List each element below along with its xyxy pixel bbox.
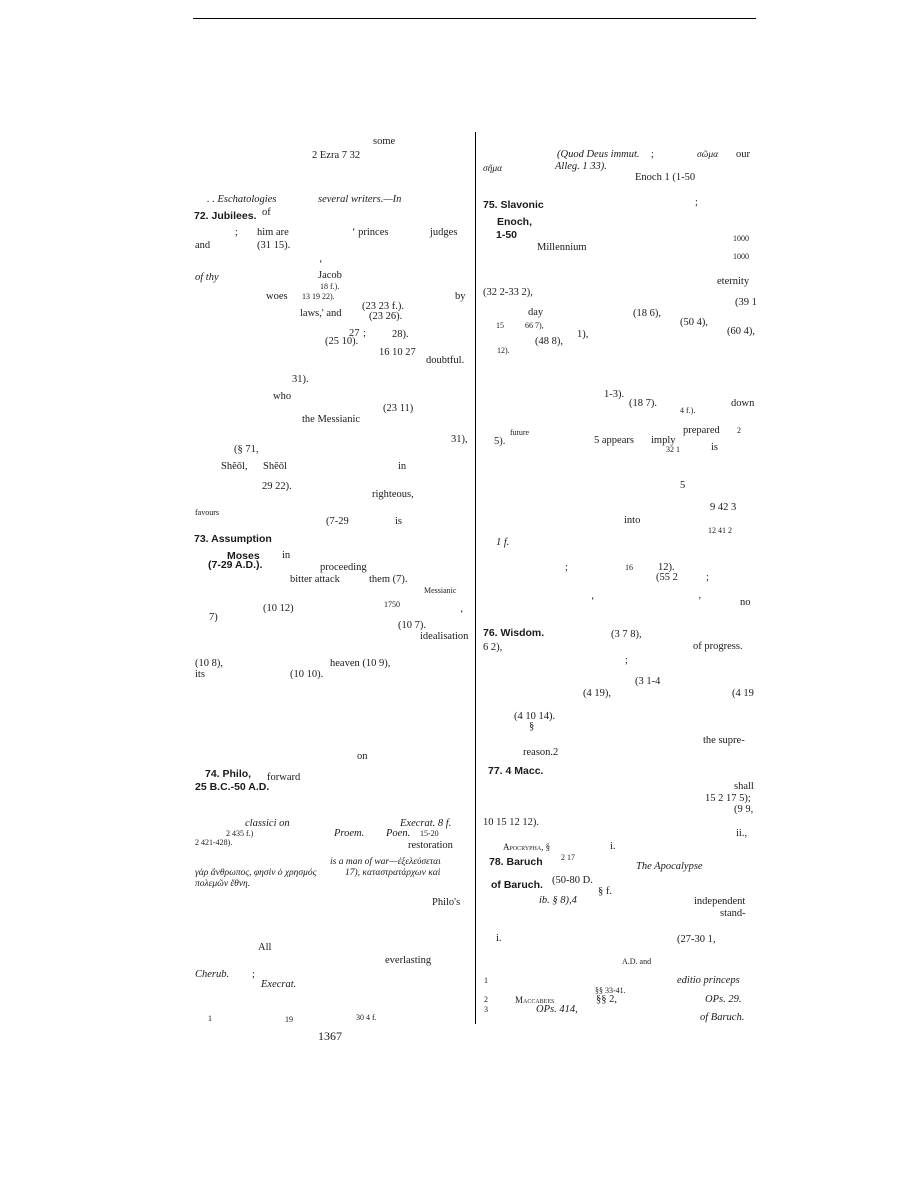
left_column-fragment: (7-29 — [326, 516, 349, 527]
left_column-fragment: of — [262, 207, 271, 218]
right_column-fragment: 4 f.). — [680, 406, 696, 415]
right_column-fragment: of Baruch. — [491, 879, 543, 891]
right_column-fragment: 12 41 2 — [708, 526, 732, 535]
right_column-fragment: ; — [625, 655, 628, 666]
right_column-fragment: Enoch 1 (1-50 — [635, 172, 696, 183]
left_column-fragment: Shĕōl, — [221, 461, 248, 472]
left_column-fragment: bitter attack — [290, 574, 340, 585]
right_column-fragment: 1 — [484, 976, 488, 985]
right_column-fragment: ii., — [736, 828, 748, 839]
right_column-fragment: no — [740, 597, 751, 608]
right_column-fragment: 66 7), — [525, 321, 544, 330]
left_column-fragment: 74. Philo, — [205, 768, 252, 780]
left_column-fragment: 28). — [392, 329, 409, 340]
left_column-fragment: 13 19 22). — [302, 292, 335, 301]
left_column-fragment: 30 4 f. — [356, 1013, 377, 1022]
right_column-fragment: day — [528, 307, 544, 318]
left_column-fragment: 73. Assumption — [194, 533, 272, 545]
right_column-fragment: 12). — [658, 562, 675, 573]
left_column-fragment: idealisation — [420, 631, 469, 642]
right_column-fragment: down — [731, 398, 755, 409]
right_column-fragment: (50-80 D. — [552, 875, 593, 886]
left_column-fragment: its — [195, 669, 205, 680]
right_column-fragment: §§ 2, — [596, 994, 617, 1005]
right_column-fragment: independent — [694, 896, 746, 907]
left_column-fragment: . . Eschatologies — [207, 194, 277, 205]
left_column-fragment: (23 23 f.). — [362, 301, 404, 312]
left_column-fragment: laws,' and — [300, 308, 342, 319]
right_column-fragment: 3 — [484, 1005, 488, 1014]
right_column-fragment: shall — [734, 781, 754, 792]
left_column-fragment: 31), — [451, 434, 468, 445]
left_column-fragment: favours — [195, 508, 219, 517]
left_column-fragment: 27 — [349, 328, 360, 339]
right_column-fragment: Alleg. 1 33). — [555, 161, 607, 172]
right_column-fragment: i. — [496, 933, 502, 944]
left_column-fragment: ‘ — [319, 259, 323, 270]
right_column-fragment: (9 9, — [734, 804, 754, 815]
right_column-fragment: into — [624, 515, 641, 526]
right_column-fragment: σῆμα — [483, 164, 503, 174]
left_column-fragment: heaven (10 9), — [330, 658, 391, 669]
right_column-fragment: 77. 4 Macc. — [488, 765, 544, 777]
left_column-fragment: (25 10). — [325, 336, 359, 347]
left_column-fragment: forward — [267, 772, 301, 783]
right_column-fragment: The Apocalypse — [636, 861, 703, 872]
right_column-fragment: 1000 — [733, 252, 749, 261]
left_column-fragment: who — [273, 391, 292, 402]
right_column-fragment: 5). — [494, 436, 506, 447]
left_column-fragment: restoration — [408, 840, 453, 851]
left_column-fragment: doubtful. — [426, 355, 465, 366]
left_column-fragment: is — [395, 516, 403, 527]
right_column-fragment: Apocrypha, § — [503, 842, 551, 852]
right_column-fragment: i. — [610, 841, 616, 852]
right_column-fragment: (50 4), — [680, 317, 708, 328]
left_column-fragment: is a man of war—ἐξελεύσεται — [330, 857, 441, 867]
right_column-fragment: is — [711, 442, 719, 453]
left_column-fragment: the Messianic — [302, 414, 361, 425]
right_column-fragment: 78. Baruch — [489, 856, 543, 868]
right_column-fragment: 6 2), — [483, 642, 503, 653]
right_column-fragment: ib. § 8),4 — [539, 895, 577, 906]
right_column-fragment: A.D. and — [622, 957, 652, 966]
right_column-fragment: (18 7). — [629, 398, 657, 409]
right_column-fragment: (Quod Deus immut. — [557, 149, 640, 160]
left_column-fragment: Shĕōl — [263, 461, 287, 472]
right_column-fragment: (4 19 — [732, 688, 754, 699]
right_column-fragment: §§ 33-41. — [595, 986, 626, 995]
right_column-fragment: 16 — [625, 563, 633, 572]
right_column-fragment: § — [529, 721, 535, 732]
right_column-fragment: ; — [706, 572, 709, 583]
right_column-fragment: (39 1 — [735, 297, 757, 308]
right_column-fragment: prepared — [683, 425, 720, 436]
right_column-fragment: (18 6), — [633, 308, 661, 319]
top-rule — [193, 18, 756, 19]
left_column-fragment: several writers.—In — [318, 194, 402, 205]
right_column-fragment: 2 — [737, 426, 741, 435]
left_column-fragment: in — [398, 461, 407, 472]
right_column-fragment: (55 2 — [656, 572, 678, 583]
right_column-fragment: (4 10 14). — [514, 711, 556, 722]
left_column-fragment: 1750 — [384, 600, 400, 609]
left_column-fragment: ‘ — [460, 609, 464, 620]
left_column-fragment: Moses — [227, 550, 260, 562]
left_column-fragment: Proem. — [334, 828, 365, 839]
right_column-fragment: imply — [651, 435, 676, 446]
left_column-fragment: on — [357, 751, 368, 762]
right_column-fragment: (48 8), — [535, 336, 563, 347]
right_column-fragment: 32 1 — [666, 445, 680, 454]
right_column-fragment: 9 42 3 — [710, 502, 737, 513]
left_column-fragment: (23 26). — [369, 311, 403, 322]
left_column-fragment: (23 11) — [383, 403, 414, 414]
left_column-fragment: Cherub. — [195, 969, 230, 980]
left_column-fragment: Execrat. — [261, 979, 297, 990]
right_column-fragment: 1-50 — [496, 229, 518, 241]
left_column-fragment: 72. Jubilees. — [194, 210, 257, 222]
right_column-fragment: the supre- — [703, 735, 745, 746]
right_column-fragment: 5 appears — [594, 435, 634, 446]
left_column-fragment: some — [373, 136, 396, 147]
left_column-fragment: in — [282, 550, 291, 561]
right_column-fragment: (3 1-4 — [635, 676, 661, 687]
left_column-fragment: Execrat. 8 f. — [400, 818, 452, 829]
right_column-fragment: (27-30 1, — [677, 934, 716, 945]
right_column-fragment: OPs. 29. — [705, 994, 742, 1005]
left_column-fragment: judges — [430, 227, 458, 238]
left_column-fragment: 31). — [292, 374, 309, 385]
left_column-fragment: (7-29 A.D.). — [208, 559, 263, 571]
right_column-fragment: OPs. 414, — [536, 1004, 578, 1015]
left_column-fragment: ‘ princes — [352, 227, 389, 238]
page-number: 1367 — [318, 1029, 342, 1043]
right_column-fragment: 10 15 12 12). — [483, 817, 539, 828]
right_column-fragment: 2 — [484, 995, 488, 1004]
left_column-fragment: Jacob — [318, 270, 342, 281]
left_column-fragment: πολεμῶν ἔθνη. — [195, 879, 251, 889]
left_column-fragment: them (7). — [369, 574, 408, 585]
left_column-fragment: Philo's — [432, 897, 461, 908]
left_column-fragment: woes — [266, 291, 288, 302]
right_column-fragment: § f. — [598, 886, 612, 897]
left_column-fragment: ; — [235, 227, 238, 238]
right_column-fragment: 5 — [680, 480, 686, 491]
right_column-fragment: σῶμα — [697, 150, 719, 160]
left_column-fragment: Messianic — [424, 586, 457, 595]
right_column-fragment: (3 7 8), — [611, 629, 642, 640]
right_column-fragment: ‘ — [591, 596, 595, 607]
right_column-fragment: ; — [651, 149, 654, 160]
right_column-fragment: Maccabees — [515, 995, 555, 1005]
right_column-fragment: (32 2-33 2), — [483, 287, 533, 298]
right_column-fragment: eternity — [717, 276, 750, 287]
left_column-fragment: righteous, — [372, 489, 414, 500]
right_column-fragment: of progress. — [693, 641, 743, 652]
right_column-fragment: 1), — [577, 329, 589, 340]
left_column-fragment: 1 — [208, 1014, 212, 1023]
column-divider — [475, 132, 476, 1024]
left_column-fragment: (10 12) — [263, 603, 294, 614]
left_column-fragment: 25 B.C.-50 A.D. — [195, 781, 270, 793]
right_column-fragment: stand- — [720, 908, 746, 919]
right_column-fragment: 75. Slavonic — [483, 199, 544, 211]
right_column-fragment: 12). — [497, 346, 510, 355]
left_column-fragment: 16 10 27 — [379, 347, 416, 358]
left_column-fragment: ; — [252, 969, 255, 980]
right_column-fragment: (4 19), — [583, 688, 611, 699]
left_column-fragment: and — [195, 240, 211, 251]
right_column-fragment: 1-3). — [604, 389, 625, 400]
left_column-fragment: (31 15). — [257, 240, 291, 251]
left_column-fragment: Poen. — [386, 828, 411, 839]
left_column-fragment: ; — [363, 328, 366, 339]
left_column-fragment: everlasting — [385, 955, 432, 966]
left_column-fragment: 7) — [209, 612, 218, 623]
right_column-fragment: future — [510, 428, 530, 437]
right_column-fragment: 1000 — [733, 234, 749, 243]
left_column-fragment: (§ 71, — [234, 444, 259, 455]
right_column-fragment: of Baruch. — [700, 1012, 745, 1023]
left_column-fragment: 18 f.). — [320, 282, 340, 291]
left_column-fragment: 2 Ezra 7 32 — [312, 150, 361, 161]
right_column-fragment: ; — [565, 562, 568, 573]
left_column-fragment: 2 435 f.) — [226, 829, 254, 838]
left_column-fragment: 15-20 — [420, 829, 439, 838]
left_column-fragment: 19 — [285, 1015, 293, 1024]
right_column-fragment: ; — [695, 197, 698, 208]
left_column-fragment: (10 8), — [195, 658, 223, 669]
left_column-fragment: him are — [257, 227, 289, 238]
left_column-fragment: All — [258, 942, 272, 953]
left_column-fragment: (10 7). — [398, 620, 426, 631]
left_column-fragment: classici on — [245, 818, 290, 829]
left_column-fragment: γὰρ ἄνθρωπος, φησὶν ὁ χρησμός — [195, 868, 317, 878]
left_column-fragment: proceeding — [320, 562, 367, 573]
right_column-fragment: 15 2 17 5); — [705, 793, 751, 804]
left_column-fragment: 2 421-428). — [195, 838, 233, 847]
right_column-fragment: reason.2 — [523, 747, 559, 758]
left_column-fragment: (10 10). — [290, 669, 324, 680]
right_column-fragment: (60 4), — [727, 326, 755, 337]
right_column-fragment: ’ — [698, 596, 702, 607]
right_column-fragment: 76. Wisdom. — [483, 627, 545, 639]
right_column-fragment: our — [736, 149, 750, 160]
left_column-fragment: 29 22). — [262, 481, 292, 492]
right_column-fragment: 15 — [496, 321, 504, 330]
left_column-fragment: 17), καταστρατάρχων καὶ — [345, 868, 441, 878]
right_column-fragment: 1 f. — [496, 537, 510, 548]
right_column-fragment: Millennium — [537, 242, 587, 253]
left_column-fragment: by — [455, 291, 466, 302]
right_column-fragment: editio princeps — [677, 975, 740, 986]
right_column-fragment: 2 17 — [561, 853, 575, 862]
right_column-fragment: Enoch, — [497, 216, 533, 228]
left_column-fragment: of thy — [195, 272, 219, 283]
